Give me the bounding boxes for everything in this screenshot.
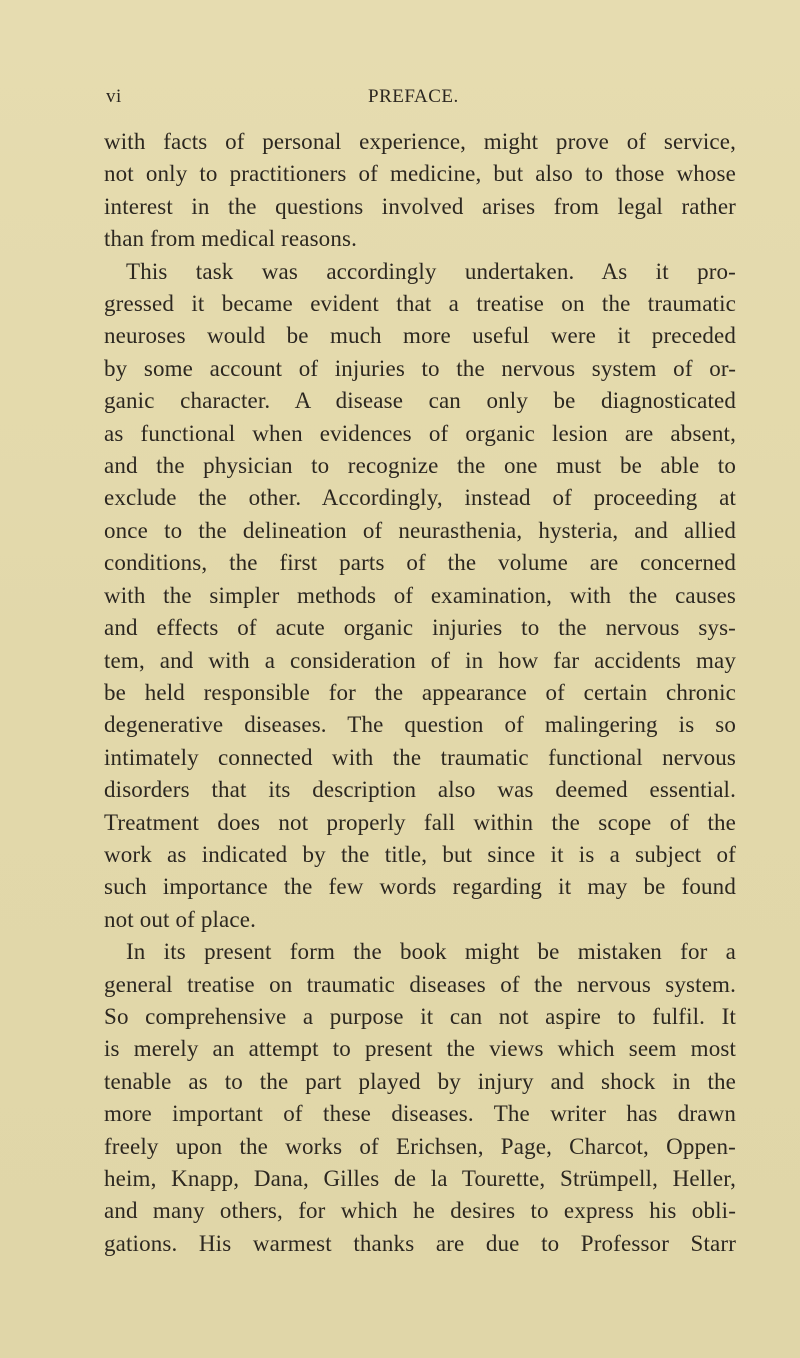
text-line: is merely an attempt to present the views which seem most (104, 1036, 736, 1062)
page-number: vi (106, 86, 122, 107)
text-line: intimately connected with the traumatic functional nervous (104, 744, 736, 770)
paragraph-continued (104, 126, 736, 256)
text-line: and the physician to recognize the one must be able to (104, 453, 736, 479)
text-line: work as indicated by the title, but since it is a subject of (104, 841, 736, 867)
text-line: neuroses would be much more useful were it preceded (104, 323, 736, 349)
text-line: than from medical reasons. (104, 226, 357, 252)
text-line: as functional when evidences of organic lesion are absent, (104, 420, 736, 446)
paragraph-present-form (104, 936, 736, 1260)
text-line: be held responsible for the appearance of certain chronic (104, 679, 736, 705)
paragraph-task (104, 256, 736, 937)
text-line: exclude the other. Accordingly, instead of proceeding at (104, 485, 736, 511)
text-line: interest in the questions involved arises from legal rather (104, 193, 736, 219)
text-line: and effects of acute organic injuries to the nervous sys- (104, 615, 736, 641)
running-head (104, 86, 744, 116)
body-text (104, 126, 736, 1260)
text-line: So comprehensive a purpose it can not aspire to fulfil. It (104, 1003, 736, 1029)
text-line: gations. His warmest thanks are due to Professor Starr (104, 1230, 736, 1256)
text-line: general treatise on traumatic diseases of the nervous system. (104, 971, 736, 997)
text-line: not out of place. (104, 906, 257, 932)
text-line: with the simpler methods of examination, with the causes (104, 582, 736, 608)
text-line: conditions, the first parts of the volume are concerned (104, 550, 736, 576)
text-line: freely upon the works of Erichsen, Page, Charcot, Oppen- (104, 1133, 736, 1159)
text-line: Treatment does not properly fall within the scope of the (104, 809, 736, 835)
text-line: more important of these diseases. The writer has drawn (104, 1101, 736, 1127)
text-line: not only to practitioners of medicine, but also to those whose (104, 161, 736, 187)
text-line: In its present form the book might be mistaken for a (126, 939, 736, 965)
running-title: PREFACE. (368, 86, 459, 107)
text-line: and many others, for which he desires to express his obli- (104, 1198, 736, 1224)
text-line: disorders that its description also was deemed essential. (104, 777, 736, 803)
text-line: by some account of injuries to the nervous system of or- (104, 355, 736, 381)
text-line: heim, Knapp, Dana, Gilles de la Tourette, Strümpell, Heller, (104, 1166, 736, 1191)
text-line: degenerative diseases. The question of malingering is so (104, 712, 736, 738)
text-line: tenable as to the part played by injury and shock in the (104, 1068, 736, 1094)
text-line: with facts of personal experience, might prove of service, (104, 129, 736, 154)
text-line: such importance the few words regarding it may be found (104, 874, 736, 900)
text-line: once to the delineation of neurasthenia, hysteria, and allied (104, 517, 736, 543)
text-line: ganic character. A disease can only be diagnosticated (104, 388, 736, 414)
text-line: tem, and with a consideration of in how far accidents may (104, 647, 736, 673)
text-line: gressed it became evident that a treatise on the traumatic (104, 291, 736, 317)
text-line: This task was accordingly undertaken. As it pro- (126, 258, 736, 284)
